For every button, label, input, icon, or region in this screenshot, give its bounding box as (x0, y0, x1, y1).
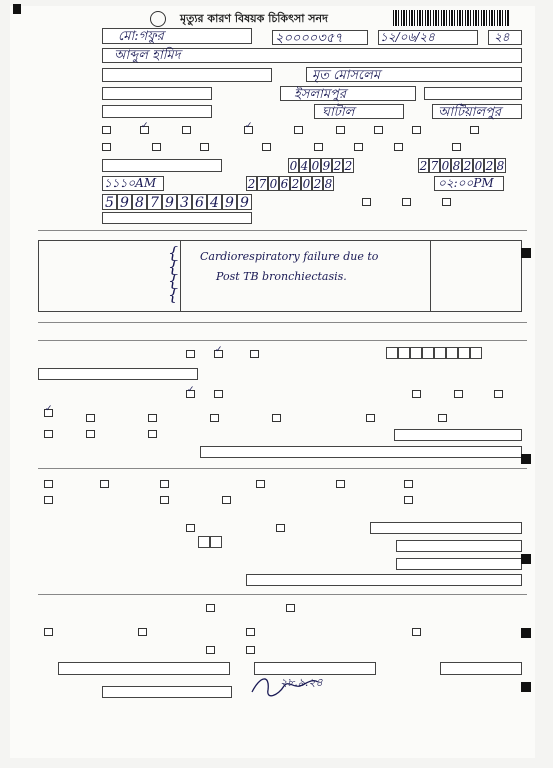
divider (38, 230, 527, 231)
checkbox-34[interactable] (366, 414, 375, 422)
digit-cell: 0 (474, 159, 483, 173)
checkbox-55[interactable] (246, 628, 255, 636)
field-d[interactable] (396, 540, 522, 552)
digit-cell: 2 (291, 177, 300, 191)
digit-cell: 4 (207, 194, 222, 210)
union-value: ইসলামপুর (294, 87, 346, 102)
death-certificate-form (10, 6, 535, 758)
digit-cell: 9 (237, 194, 252, 210)
checkbox-11[interactable] (152, 143, 161, 151)
field-e[interactable] (396, 558, 522, 570)
registration-mark (521, 454, 531, 464)
nid-cells[interactable] (102, 194, 252, 210)
registration-mark (521, 248, 531, 258)
checkbox-51[interactable] (206, 604, 215, 612)
checkbox-46[interactable] (160, 496, 169, 504)
checkbox-6[interactable] (336, 126, 345, 134)
digit-cell: 7 (147, 194, 162, 210)
check-mark: ✓ (187, 385, 195, 395)
admission-date-cells[interactable] (288, 158, 354, 173)
bracket-marks: { { { { (168, 243, 179, 304)
field-f[interactable] (246, 574, 522, 586)
checkbox-42[interactable] (256, 480, 265, 488)
checkbox-36[interactable] (44, 430, 53, 438)
date-cells-1[interactable] (386, 347, 482, 359)
ward-field[interactable] (102, 105, 212, 118)
digit-cell (470, 347, 482, 359)
checkbox-8[interactable] (412, 126, 421, 134)
checkbox-47[interactable] (222, 496, 231, 504)
checkbox-49[interactable] (186, 524, 195, 532)
digit-cell: 8 (324, 177, 333, 191)
checkbox-35[interactable] (438, 414, 447, 422)
checkbox-19[interactable] (402, 198, 411, 206)
checkbox-7[interactable] (374, 126, 383, 134)
checkbox-21[interactable] (186, 350, 195, 358)
cause-table-divider (430, 240, 431, 312)
checkbox-10[interactable] (102, 143, 111, 151)
digit-cell: 9 (162, 194, 177, 210)
digit-cell: 0 (441, 159, 450, 173)
digit-cell: 2 (333, 159, 342, 173)
checkbox-17[interactable] (452, 143, 461, 151)
date-field-2[interactable] (394, 429, 522, 441)
digit-cell (422, 347, 434, 359)
checkbox-56[interactable] (412, 628, 421, 636)
registered-time-value: ০২:০০PM (438, 176, 494, 190)
checkbox-41[interactable] (160, 480, 169, 488)
registration-mark (521, 554, 531, 564)
checkbox-15[interactable] (354, 143, 363, 151)
digit-cell: 9 (117, 194, 132, 210)
age-value: ২৪ (494, 30, 510, 44)
registration-mark (521, 628, 531, 638)
checkbox-39[interactable] (44, 480, 53, 488)
discharge-date-cells[interactable] (418, 158, 506, 173)
cells-3[interactable] (198, 536, 222, 548)
checkbox-30[interactable] (86, 414, 95, 422)
checkbox-1[interactable] (102, 126, 111, 134)
extra-field[interactable] (102, 212, 252, 224)
divider (38, 468, 527, 469)
checkbox-38[interactable] (148, 430, 157, 438)
registration-mark (521, 682, 531, 692)
divider (38, 322, 527, 323)
digit-cell (386, 347, 398, 359)
digit-cell: 7 (258, 177, 267, 191)
checkbox-14[interactable] (314, 143, 323, 151)
digit-cell (446, 347, 458, 359)
checkbox-44[interactable] (404, 480, 413, 488)
checkbox-28[interactable] (494, 390, 503, 398)
checkbox-9[interactable] (470, 126, 479, 134)
checkbox-53[interactable] (44, 628, 53, 636)
checkbox-18[interactable] (362, 198, 371, 206)
digit-cell (198, 536, 210, 548)
checkbox-3[interactable] (182, 126, 191, 134)
barcode (393, 10, 509, 26)
digit-cell: 9 (322, 159, 331, 173)
digit-cell (410, 347, 422, 359)
address-value: মৃত মোসলেম (312, 68, 381, 83)
check-mark: ✓ (245, 121, 253, 131)
corner-mark (13, 4, 21, 14)
post-field[interactable] (424, 87, 522, 100)
signature-date: ২৮.৯.২৪ (280, 676, 323, 689)
death-time-value: ১১১০AM (104, 176, 157, 190)
digit-cell: 2 (485, 159, 494, 173)
checkbox-43[interactable] (336, 480, 345, 488)
checkbox-48[interactable] (404, 496, 413, 504)
checkbox-23[interactable] (250, 350, 259, 358)
cause-table-divider (180, 240, 181, 312)
checkbox-12[interactable] (200, 143, 209, 151)
bmdc-field[interactable] (440, 662, 522, 675)
doctor-name-field[interactable] (58, 662, 230, 675)
digit-cell: 2 (419, 159, 428, 173)
village-field[interactable] (102, 87, 212, 100)
checkbox-33[interactable] (272, 414, 281, 422)
checkbox-31[interactable] (148, 414, 157, 422)
digit-cell (398, 347, 410, 359)
field-b[interactable] (200, 446, 522, 458)
checkbox-27[interactable] (454, 390, 463, 398)
death-date-cells[interactable] (246, 176, 334, 191)
office-field[interactable] (102, 686, 232, 698)
checkbox-37[interactable] (86, 430, 95, 438)
cause-line-1: Cardiorespiratory failure due to (200, 250, 379, 263)
name-value: মো:গফুর (118, 29, 164, 44)
digit-cell: 2 (344, 159, 353, 173)
checkbox-54[interactable] (138, 628, 147, 636)
digit-cell: 6 (280, 177, 289, 191)
digit-cell: 9 (222, 194, 237, 210)
government-seal-icon (150, 11, 166, 27)
register-value: ২০০০০৩৫৭ (275, 31, 343, 46)
digit-cell: 2 (463, 159, 472, 173)
digit-cell: 3 (177, 194, 192, 210)
checkbox-26[interactable] (412, 390, 421, 398)
mother-field[interactable] (102, 68, 272, 82)
digit-cell: 0 (289, 159, 298, 173)
checkbox-5[interactable] (294, 126, 303, 134)
cause-line-2: Post TB bronchiectasis. (216, 270, 347, 283)
digit-cell: 0 (311, 159, 320, 173)
checkbox-58[interactable] (246, 646, 255, 654)
checkbox-52[interactable] (286, 604, 295, 612)
digit-cell: 7 (430, 159, 439, 173)
divider (38, 340, 527, 341)
checkbox-32[interactable] (210, 414, 219, 422)
entry-field[interactable] (102, 159, 222, 172)
father-value: আব্দুল হামিদ (114, 48, 181, 63)
digit-cell: 2 (247, 177, 256, 191)
field-c[interactable] (370, 522, 522, 534)
check-mark: ✓ (45, 404, 53, 414)
upazila-value: ঘাটাল (322, 105, 355, 120)
digit-cell: 8 (452, 159, 461, 173)
district-value: আটিয়ালপুর (438, 105, 502, 120)
digit-cell: 6 (192, 194, 207, 210)
checkbox-13[interactable] (262, 143, 271, 151)
digit-cell: 8 (132, 194, 147, 210)
reg-date-value: ১২/০৬/২৪ (380, 30, 435, 44)
checkbox-16[interactable] (394, 143, 403, 151)
field-a[interactable] (38, 368, 198, 380)
digit-cell (458, 347, 470, 359)
form-title: মৃত্যুর কারণ বিষয়ক চিকিৎসা সনদ (180, 12, 328, 25)
digit-cell: 8 (496, 159, 505, 173)
digit-cell: 5 (102, 194, 117, 210)
checkbox-45[interactable] (44, 496, 53, 504)
digit-cell: 0 (302, 177, 311, 191)
checkbox-25[interactable] (214, 390, 223, 398)
check-mark: ✓ (141, 121, 149, 131)
digit-cell: 2 (313, 177, 322, 191)
digit-cell (210, 536, 222, 548)
digit-cell: 0 (269, 177, 278, 191)
check-mark: ✓ (215, 345, 223, 355)
divider (38, 594, 527, 595)
digit-cell (434, 347, 446, 359)
checkbox-50[interactable] (276, 524, 285, 532)
checkbox-57[interactable] (206, 646, 215, 654)
checkbox-40[interactable] (100, 480, 109, 488)
digit-cell: 4 (300, 159, 309, 173)
checkbox-20[interactable] (442, 198, 451, 206)
